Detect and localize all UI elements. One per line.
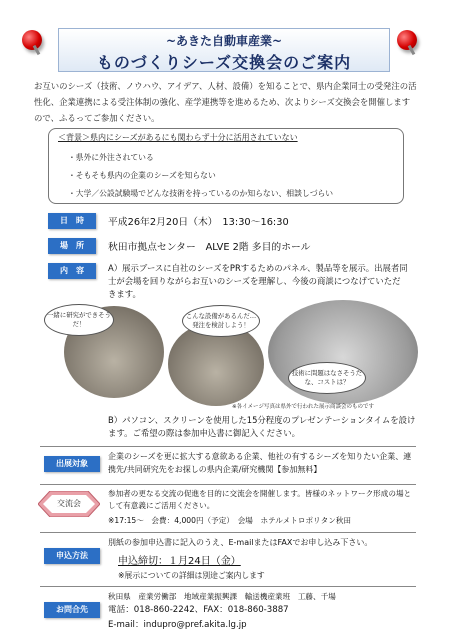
photo-note: ※各イメージ写真は県外で行われた展示商談会のものです bbox=[232, 404, 374, 410]
content-label: 内 容 bbox=[48, 263, 96, 279]
title-banner bbox=[58, 28, 390, 72]
speech-bubble-2: こんな設備があるんだ…発注を検討しよう！ bbox=[182, 305, 260, 337]
content-a: A）展示ブースに自社のシーズをPRするためのパネル、製品等を展示。出展者同士が会場を回りながらお互いのシーズを理解し、今後の商談につなげていただきます。 bbox=[108, 263, 408, 299]
contact-tel: 電話：018-860-2242、FAX：018-860-3887 bbox=[108, 605, 289, 615]
contact-label: お問合先 bbox=[44, 602, 100, 618]
date-value: 平成26年2月20日（木） 13:30～16:30 bbox=[108, 217, 289, 228]
party-value: 参加者の更なる交流の促進を目的に交流会を開催します。皆様のネットワーク形成の場として有意義にご活用ください。 bbox=[108, 489, 412, 510]
divider bbox=[40, 586, 416, 587]
background-item: ・県外に外注されている bbox=[68, 153, 154, 162]
apply-label: 申込方法 bbox=[44, 548, 100, 564]
background-item: ・そもそも県内の企業のシーズを知らない bbox=[68, 171, 216, 180]
divider bbox=[40, 484, 416, 485]
contact-email: E-mail：indupro@pref.akita.lg.jp bbox=[108, 620, 247, 630]
intro-paragraph: お互いのシーズ（技術、ノウハウ、アイデア、人材、設備）を知ることで、県内企業同士の受発注の活性化、企業連携による受注体制の強化、産学連携等を進めるため、次よりシーズ交換会を開催しますので、ふるってご参加ください。 bbox=[34, 81, 417, 123]
date-label: 日 時 bbox=[48, 213, 96, 229]
pushpin-icon-right bbox=[397, 30, 417, 50]
pushpin-icon-left bbox=[22, 30, 42, 50]
speech-bubble-1: 一緒に研究ができそうだ！ bbox=[44, 304, 114, 336]
place-label: 場 所 bbox=[48, 238, 96, 254]
speech-bubble-3: 技術に問題はなさそうだな、コストは？ bbox=[288, 362, 366, 394]
apply-deadline: 申込締切：１月24日（金） bbox=[118, 556, 241, 567]
place-value: 秋田市拠点センター ALVE 2階 多目的ホール bbox=[108, 242, 311, 253]
exhibitors-value: 企業のシーズを更に拡大する意欲ある企業、他社の有するシーズを知りたい企業、連携先/共同研究先をお探しの県内企業/研究機関【参加無料】 bbox=[108, 452, 412, 474]
title-subtitle: ~あきた自動車産業~ bbox=[165, 34, 283, 48]
background-heading: ＜背景＞県内にシーズがあるにも関わらず十分に活用されていない bbox=[58, 133, 298, 142]
divider bbox=[40, 446, 416, 447]
title-main: ものづくりシーズ交換会のご案内 bbox=[96, 53, 352, 72]
apply-value: 別紙の参加申込書に記入のうえ、E-mailまたはFAXでお申し込み下さい。 bbox=[108, 538, 373, 547]
background-item: ・大学／公設試験場でどんな技術を持っているのか知らない、相談しづらい bbox=[68, 189, 334, 198]
party-label: 交流会 bbox=[57, 499, 81, 508]
apply-note: ※展示についての詳細は別途ご案内します bbox=[118, 571, 265, 580]
divider bbox=[40, 532, 416, 533]
party-detail: ※17:15～ 会費：4,000円（予定） 会場 ホテルメトロポリタン秋田 bbox=[108, 516, 352, 525]
contact-org: 秋田県 産業労働部 地域産業振興課 輸送機産業班 工藤、千場 bbox=[108, 592, 336, 601]
content-b: B）パソコン、スクリーンを使用した15分程度のプレゼンテーションタイムを設けます。ご希望の際は参加申込書に御記入ください。 bbox=[108, 415, 416, 438]
exhibitors-label: 出展対象 bbox=[44, 456, 100, 472]
